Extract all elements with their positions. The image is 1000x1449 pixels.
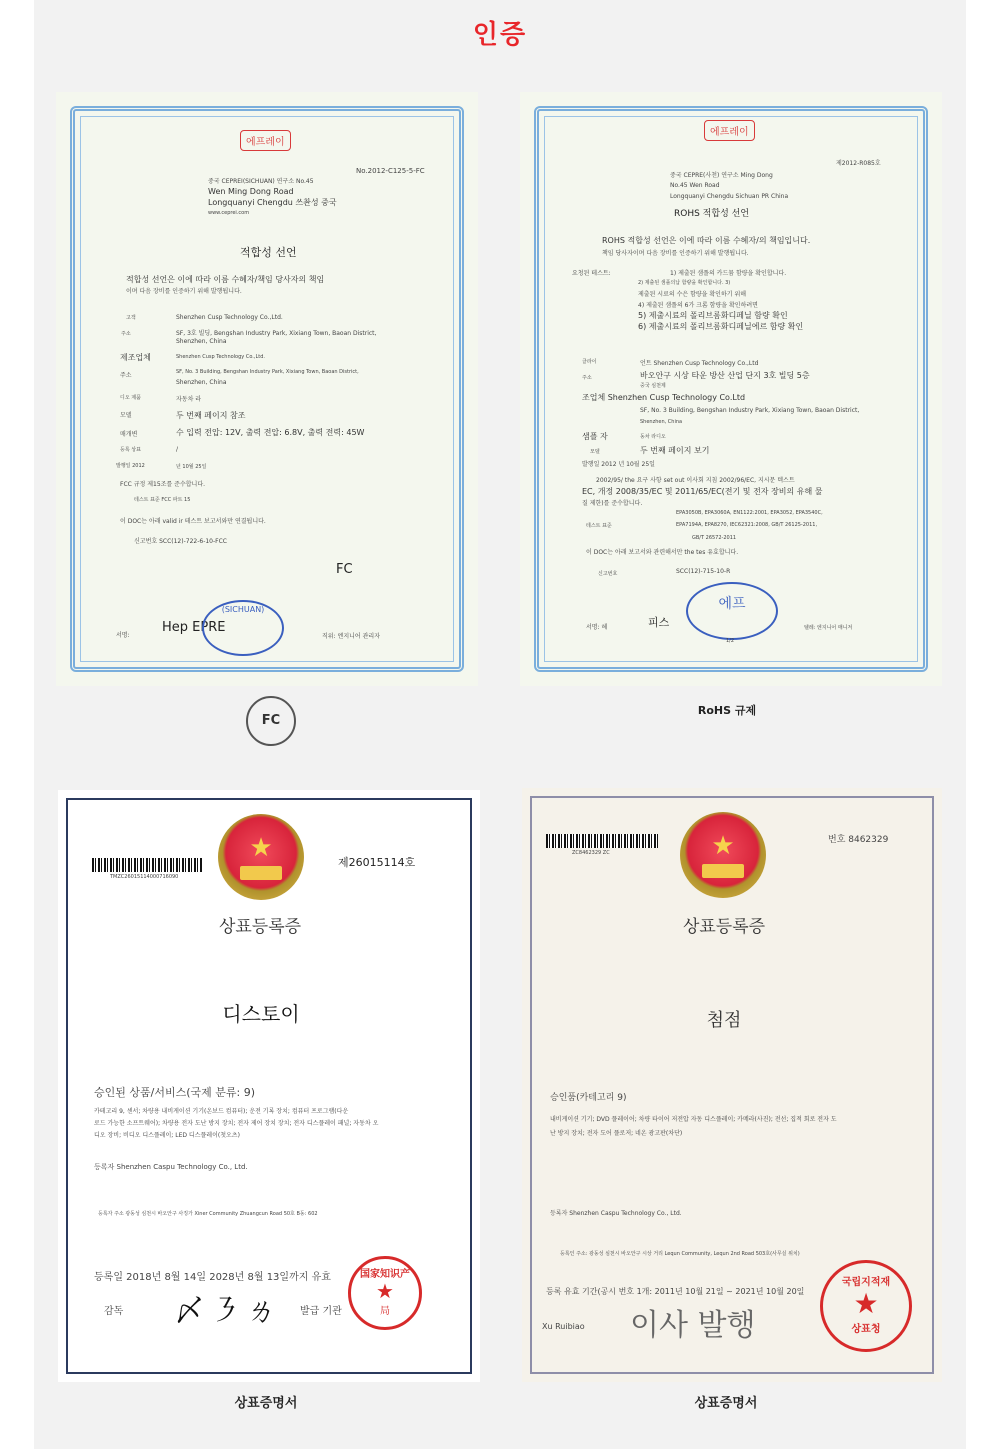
seal-text: 国家知识产 xyxy=(360,1269,410,1280)
rohs-caption: RoHS 규제 xyxy=(697,704,757,717)
fc-logo-text: FC xyxy=(261,713,281,728)
barcode xyxy=(92,858,202,872)
registration-number: 제26015114호 xyxy=(338,856,416,869)
seal-text: 상표청 xyxy=(851,1324,881,1335)
field-label: 테스트 표준 xyxy=(586,523,612,529)
fc-mark: FC xyxy=(336,562,353,577)
field-value: 년 10월 25일 xyxy=(176,464,207,470)
test-standard: EPA7194A, EPA8270, IEC62321:2008, GB/T 26125-2011, xyxy=(676,522,818,528)
field-value: Shenzhen, China xyxy=(176,379,227,386)
field-label: 등록 상표 xyxy=(120,447,141,453)
issuer-label: 발급 기관 xyxy=(300,1306,342,1317)
goods-text: 디오 장비; 비디오 디스플레이; LED 디스플레이(첫오츠) xyxy=(94,1132,240,1139)
registration-validity: 등록 유효 기간(공시 번호 1개: 2011년 10월 21일 ~ 2021년 10월 20일 xyxy=(546,1287,805,1296)
trademark-office-seal xyxy=(820,1260,912,1352)
field-value: 중국 심천제 xyxy=(640,383,666,389)
registrant-address: 등록인 주소: 광동성 심천시 바오안구 시상 거리 Lequn Community, Lequn 2nd Road 503호(사무실 위치) xyxy=(560,1251,800,1257)
address-line: www.ceprei.com xyxy=(208,210,250,216)
field-value: 자동차 라 xyxy=(176,396,202,403)
field-label: 매개변 xyxy=(120,431,138,438)
registrant-address: 등록자 주소 광동성 심천시 바오안구 사징가 Xiner Community Zhuangcun Road 50호 B동: 602 xyxy=(98,1211,318,1217)
certificate-title: 상표등록증 xyxy=(218,917,302,937)
seal-text: 局 xyxy=(380,1306,390,1317)
field-value: SF, No. 3 Building, Bengshan Industry Park, Xixiang Town, Baoan District, xyxy=(176,369,359,375)
seal-star-icon: ★ xyxy=(853,1287,879,1320)
field-value: 언트 Shenzhen Cusp Technology Co.,Ltd xyxy=(640,360,759,367)
field-value: 두 번째 페이지 보기 xyxy=(640,446,710,455)
intro-text: 적합성 선언은 이에 따라 이름 수혜자/책임 당사자의 책임 xyxy=(126,275,325,284)
star-icon: ★ xyxy=(249,833,273,863)
field-value: 수 입력 전압: 12V, 출력 전압: 6.8V, 출력 전력: 45W xyxy=(176,428,365,437)
issue-date: 발행일 2012 년 10월 25일 xyxy=(582,461,655,468)
intro-text: 책임 당사자이며 다음 장비를 인증하기 위해 발행됩니다. xyxy=(602,250,749,257)
address-line: Wen Ming Dong Road xyxy=(208,187,294,196)
field-label: 모델 xyxy=(590,449,600,455)
doc-note: 이 DOC는 아래 valid ir 테스트 보고서와만 연결됩니다. xyxy=(120,518,266,525)
trademark-name: 첨점 xyxy=(706,1010,742,1031)
trademark-caption-1: 상표증명서 xyxy=(234,1396,298,1411)
field-label: 모델 xyxy=(120,412,132,419)
intro-text: ROHS 적합성 선언은 이에 따라 이름 수혜자/의 책임입니다. xyxy=(602,236,811,245)
report-number: 신고번호 SCC(12)-722-6-10-FCC xyxy=(134,538,227,545)
signature-label: 서명: xyxy=(116,632,130,639)
field-label: 디오 제품 xyxy=(120,395,141,401)
trademark-caption-2: 상표증명서 xyxy=(694,1396,758,1411)
registrant: 등록자 Shenzhen Caspu Technology Co., Ltd. xyxy=(550,1210,682,1217)
certificate-title: ROHS 적합성 선언 xyxy=(674,209,750,219)
national-emblem-icon xyxy=(218,814,304,900)
field-value: Shenzhen Cusp Technology Co.,Ltd. xyxy=(176,314,283,321)
address-line: Longquanyi Chengdu Sichuan PR China xyxy=(670,193,789,200)
ip-office-seal xyxy=(348,1256,422,1330)
field-value: Shenzhen, China xyxy=(640,419,683,425)
field-value: SF, No. 3 Building, Bengshan Industry Park, Xixiang Town, Baoan District, xyxy=(640,407,860,414)
address-line: 중국 CEPREI(SICHUAN) 연구소 No.45 xyxy=(208,178,314,185)
trademark-certificate-1 xyxy=(58,790,480,1382)
goods-text: 내비게이션 기기; DVD 플레이어; 차량 타이어 저전압 자동 디스플레이; 카메라(사진); 전선; 집적 회로 전자 도 xyxy=(550,1116,837,1123)
field-label: 클라이 xyxy=(582,359,597,365)
field-label: 제조업체 xyxy=(120,353,151,362)
star-icon: ★ xyxy=(711,831,735,861)
manufacturer: 조업체 Shenzhen Cusp Technology Co.Ltd xyxy=(582,393,746,402)
trademark-name: 디스토이 xyxy=(208,996,314,1029)
director-label: 감독 xyxy=(104,1306,124,1317)
director-name: Xu Ruibiao xyxy=(542,1322,585,1331)
signature-name: 피스 xyxy=(648,616,670,629)
test-standard: GB/T 26572-2011 xyxy=(692,535,737,541)
ceprei-round-stamp xyxy=(202,600,284,656)
intro-text: 이며 다음 장비를 인증하기 위해 발행됩니다. xyxy=(126,288,242,295)
address-line: Longquanyi Chengdu 쓰촨성 중국 xyxy=(208,198,337,207)
requested-test: 5) 제출시료의 폴리브롬화디페닐 함량 확인 xyxy=(638,311,788,320)
signature-label: 서명: 헤 xyxy=(586,624,608,631)
field-value: / xyxy=(176,446,179,453)
address-line: 중국 CEPRE(사천) 연구소 Ming Dong xyxy=(670,172,773,179)
goods-title: 승인된 상품/서비스(국제 분류: 9) xyxy=(94,1086,255,1099)
report-number: SCC(12)-715-10-R xyxy=(676,568,731,575)
fcc-note: FCC 규정 제15조를 준수합니다. xyxy=(120,481,206,488)
eu-directive: 질 제한)를 준수합니다. xyxy=(582,500,643,507)
seal-text: 국립지적재 xyxy=(841,1277,891,1288)
field-label: 주소 xyxy=(120,372,132,379)
test-standard: 테스트 표준 FCC 파트 15 xyxy=(134,497,191,503)
goods-text: 카테고리 9, 센서; 차량용 내비게이션 기기(온보드 컴퓨터); 운전 기록 장치; 컴퓨터 프로그램(다운 xyxy=(94,1108,349,1115)
ceprei-badge: 에프레이 xyxy=(704,120,755,141)
certificate-title: 적합성 선언 xyxy=(240,246,297,259)
signer-role: 직위: 엔지니어 관리자 xyxy=(322,633,381,640)
issue-stamp-text: 이사 발행 xyxy=(630,1308,756,1343)
page-title: 인증 xyxy=(472,20,528,50)
fcc-certificate xyxy=(56,92,478,686)
field-label: 주소 xyxy=(582,375,592,381)
requested-test: 6) 제출시료의 폴리브롬화디페닐에르 함량 확인 xyxy=(638,322,804,331)
field-label: 요청된 테스트: xyxy=(572,270,611,277)
gate-icon xyxy=(240,866,282,880)
registrant: 등록자 Shenzhen Caspu Technology Co., Ltd. xyxy=(94,1163,248,1171)
rohs-certificate xyxy=(520,92,942,686)
stamp-text: (SICHUAN) xyxy=(221,605,265,614)
gate-icon xyxy=(702,864,744,878)
eu-directive: EC, 개정 2008/35/EC 및 2011/65/EC(전기 및 전자 장비의 유해 물 xyxy=(582,487,823,496)
field-value: 두 번째 페이지 참조 xyxy=(176,411,246,420)
certificate-number: 제2012-R085호 xyxy=(836,160,881,167)
eu-directive: 2002/95/ the 요구 사항 set out 이사회 지침 2002/96/EC, 지시문 텍스트 xyxy=(596,477,795,484)
field-label: 신고번호 xyxy=(598,571,618,577)
page-number: 1/2 xyxy=(726,638,735,644)
test-standard: EPA3050B, EPA3060A, EN1122:2001, EPA3052, EPA3540C, xyxy=(676,510,823,516)
fc-logo-icon xyxy=(246,696,296,746)
field-label: 주소 xyxy=(121,331,131,337)
field-value: 동차 라디오 xyxy=(640,434,666,440)
requested-test: 2) 제출된 샘플의납 함량을 확인합니다. 3) xyxy=(638,280,731,286)
field-value: 바오안구 시상 타운 방산 산업 단지 3호 빌딩 5층 xyxy=(640,371,810,380)
director-signature: 〆㇋ㄌ xyxy=(174,1294,282,1329)
field-value: Shenzhen Cusp Technology Co.,Ltd. xyxy=(176,354,265,360)
field-label: 고객 xyxy=(126,315,136,321)
doc-note: 이 DOC는 아래 보고서와 관련해서만 the tes 유효합니다. xyxy=(586,549,739,556)
requested-test: 제출된 시료의 수은 함량을 확인하기 위해 xyxy=(638,291,747,298)
goods-text: 난 방지 장치; 전자 도어 플로저; 네온 광고판(차단) xyxy=(550,1130,683,1137)
registration-date: 등록일 2018년 8월 14일 2028년 8월 13일까지 유효 xyxy=(94,1272,331,1283)
address-line: No.45 Wen Road xyxy=(670,182,720,189)
certificate-number: No.2012-C125-5-FC xyxy=(356,167,425,175)
field-value: Shenzhen, China xyxy=(176,338,227,345)
ceprei-badge: 에프레이 xyxy=(240,130,291,151)
seal-emblem-icon: ★ xyxy=(376,1279,394,1303)
signature-name: Hep EPRE xyxy=(162,620,226,635)
barcode-number: ZC8462329 ZC xyxy=(572,850,610,856)
stamp-text: 에프 xyxy=(718,596,746,612)
registration-number: 번호 8462329 xyxy=(828,835,889,845)
requested-test: 4) 제출된 샘플의 6가 크롬 함량을 확인하려면 xyxy=(638,302,758,309)
signer-role: 텔레: 엔지니어 매니저 xyxy=(804,625,853,631)
barcode xyxy=(546,834,658,848)
certificate-title: 상표등록증 xyxy=(682,917,766,937)
goods-title: 승인품(카테고리 9) xyxy=(550,1093,627,1103)
barcode-number: TMZC26015114000716090 xyxy=(110,874,179,880)
national-emblem-icon xyxy=(680,812,766,898)
trademark-certificate-2 xyxy=(522,788,942,1382)
field-value: SF, 3호 빌딩, Bengshan Industry Park, Xixiang Town, Baoan District, xyxy=(176,330,377,337)
field-label: 발행일 2012 xyxy=(116,463,145,469)
field-label: 샘플 자 xyxy=(582,432,608,441)
requested-test: 1) 제출된 샘플의 카드뮴 함량을 확인합니다. xyxy=(670,270,787,277)
goods-text: 로드 가능한 소프트웨어); 차량용 전자 도난 방지 장치; 전자 제어 장치 장치; 전자 디스플레이 패널; 자동차 오 xyxy=(94,1120,379,1127)
ceprei-round-stamp xyxy=(686,582,778,640)
